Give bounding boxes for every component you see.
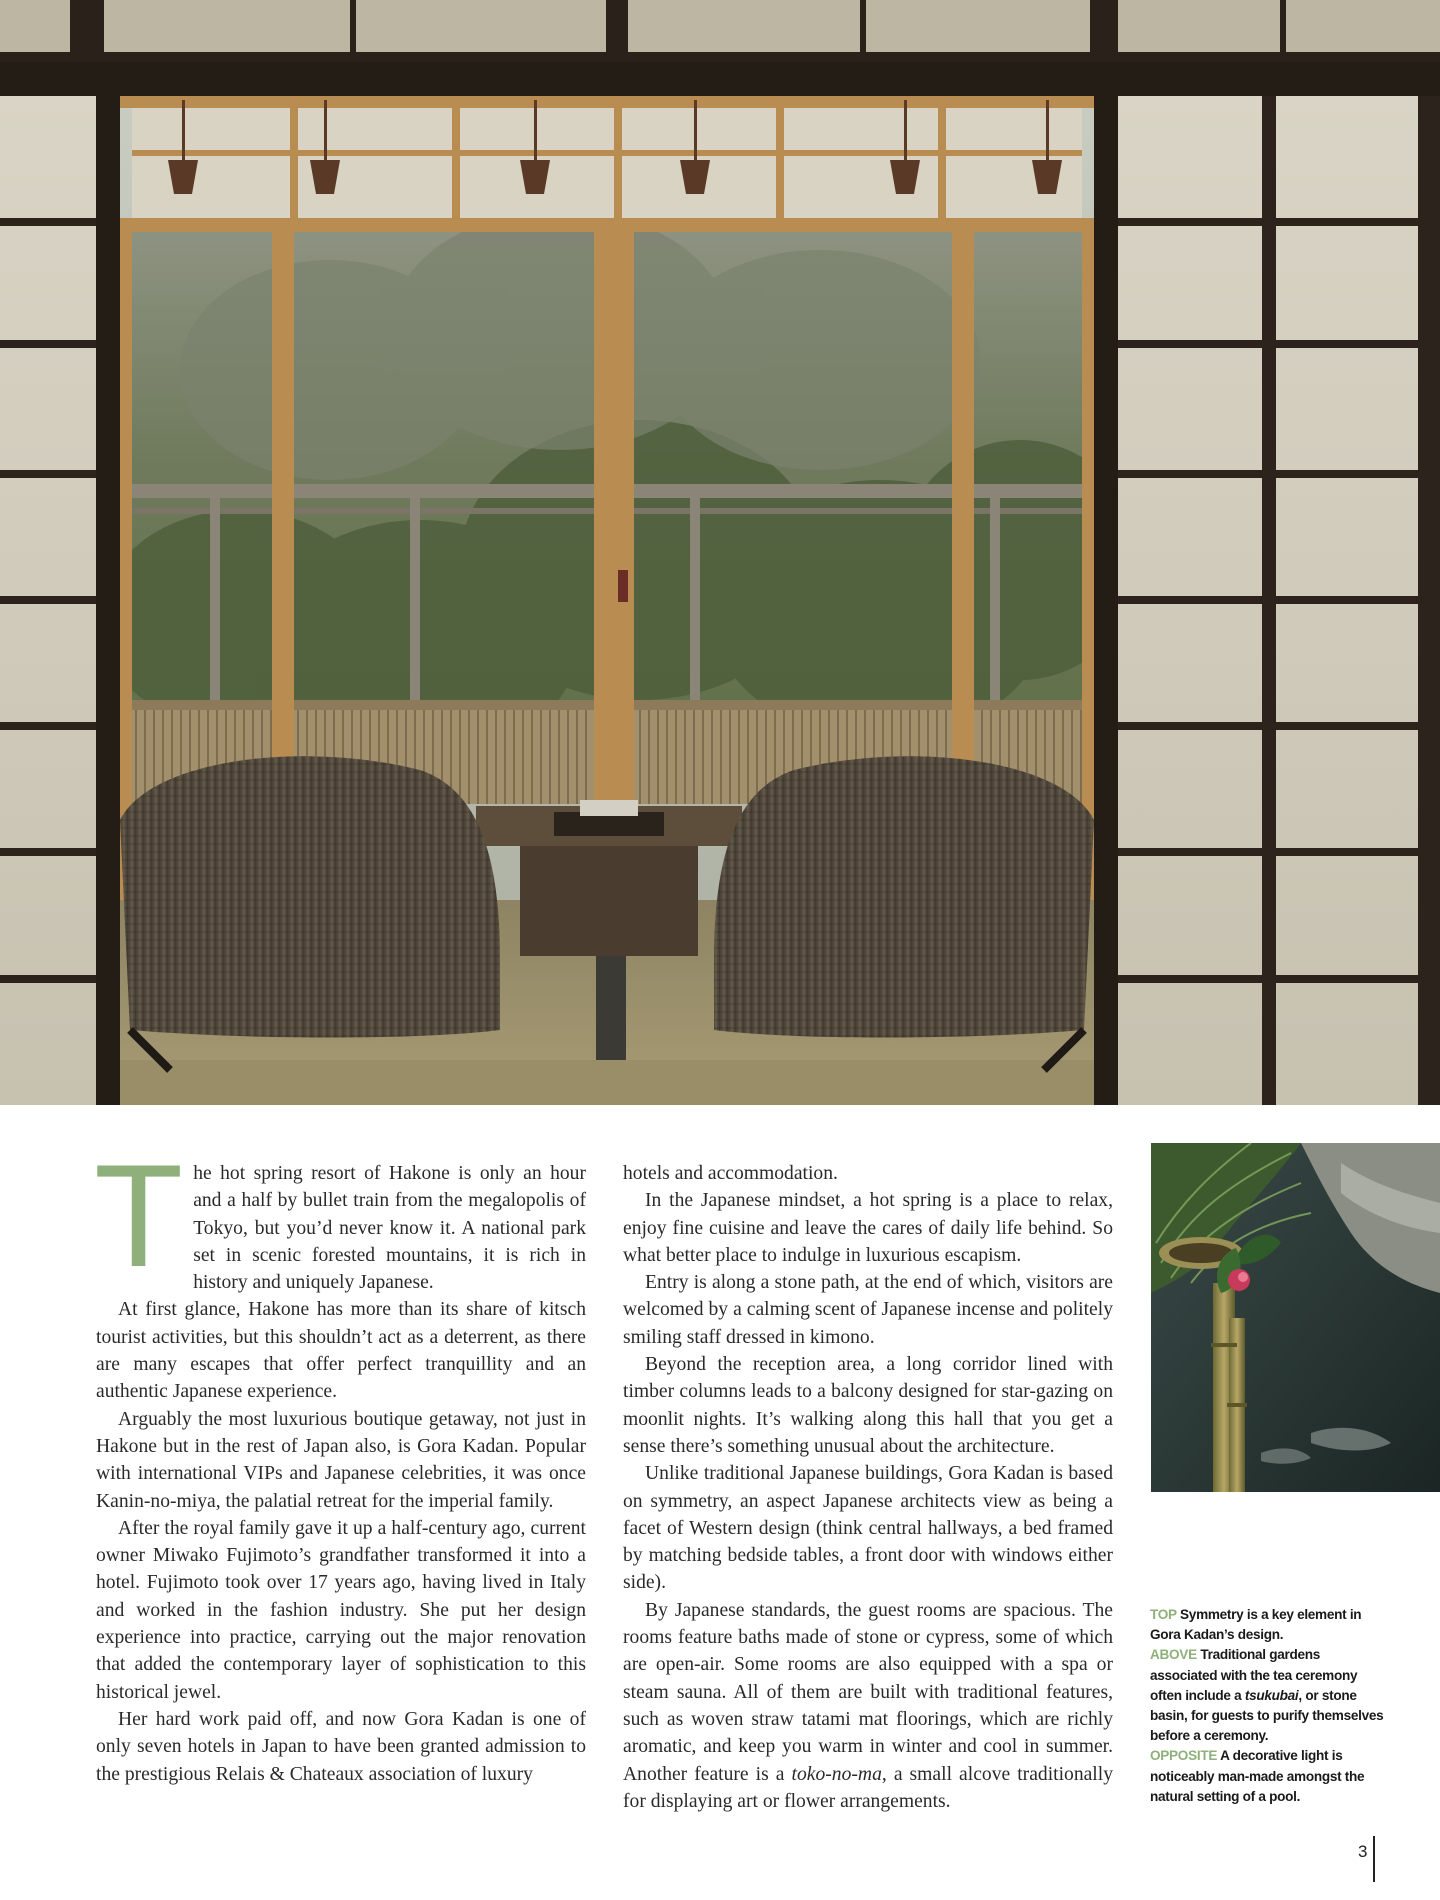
body-paragraph: Arguably the most luxurious boutique getaway, not just in Hakone but in the rest of Japan also, is Gora Kadan. Popular with international VIPs and Japanese celebrities, it was once Kanin-no-miya, the palatial retreat for the imperial family.: [96, 1408, 586, 1512]
page-number: 3: [1358, 1842, 1368, 1861]
drop-cap: T: [94, 1134, 184, 1297]
caption-text: Symmetry is a key element in Gora Kadan’s design.: [1150, 1607, 1362, 1643]
article-column-2: [623, 1160, 1113, 1815]
caption-top: [1150, 1605, 1390, 1645]
caption-opposite: [1150, 1746, 1390, 1807]
caption-text: A decorative light is noticeably man-made amongst the natural setting of a pool.: [1150, 1748, 1365, 1804]
page-number-rule: [1373, 1836, 1375, 1882]
japanese-term: toko-no-ma: [791, 1763, 882, 1785]
intro-text: he hot spring resort of Hakone is only an hour and a half by bullet train from the megalopolis of Tokyo, but you’d never know it. A national park set in scenic forested mountains, it is rich in history and uniquely Japanese.: [193, 1163, 586, 1294]
article-column-1: [94, 1134, 586, 1788]
caption-key: ABOVE: [1150, 1647, 1197, 1663]
caption-text: Traditional gardens associated with the tea ceremony often include a: [1150, 1647, 1358, 1703]
body-text: By Japanese standards, the guest rooms are spacious. The rooms feature baths made of stone or cypress, some of which are open-air. Some rooms are also equipped with a spa or steam sauna. All of them are built with traditional features, such as woven straw tatami mat floorings, which are richly aromatic, and keep you warm in winter and cool in summer. Another feature is a: [623, 1599, 1113, 1785]
body-paragraph: Unlike traditional Japanese buildings, Gora Kadan is based on symmetry, an aspect Japanese architects view as being a facet of Western design (think central hallways, a bed framed by matching bedside tables, a front door with windows either side).: [623, 1463, 1113, 1594]
caption-key: TOP: [1150, 1607, 1177, 1622]
body-paragraph: At first glance, Hakone has more than its share of kitsch tourist activities, but this shouldn’t act as a deterrent, as there are many escapes that offer perfect tranquillity and an authentic Japanese experience.: [96, 1299, 586, 1403]
body-paragraph: Entry is along a stone path, at the end of which, visitors are welcomed by a calming scent of Japanese incense and politely smiling staff dressed in kimono.: [623, 1272, 1113, 1348]
body-paragraph: In the Japanese mindset, a hot spring is a place to relax, enjoy fine cuisine and leave the cares of daily life behind. So what better place to indulge in luxurious escapism.: [623, 1190, 1113, 1266]
body-paragraph: [623, 1597, 1113, 1815]
intro-paragraph: [94, 1134, 586, 1297]
photo-captions: [1150, 1605, 1390, 1807]
tsukubai-photo: [1151, 1143, 1440, 1492]
caption-term: tsukubai: [1244, 1687, 1299, 1703]
caption-above: [1150, 1645, 1390, 1746]
body-paragraph: Her hard work paid off, and now Gora Kadan is one of only seven hotels in Japan to have been granted admission to the prestigious Relais & Chateaux association of luxury: [96, 1708, 586, 1785]
caption-key: OPPOSITE: [1150, 1748, 1218, 1764]
tsukubai-photo-illustration: [1151, 1143, 1440, 1492]
body-paragraph: After the royal family gave it up a half-century ago, current owner Miwako Fujimoto’s grandfather transformed it into a hotel. Fujimoto took over 17 years ago, having lived in Italy and worked in the fashion industry. She put her design experience into practice, carrying out the major renovation that added the contemporary layer of sophistication to this historical jewel.: [96, 1517, 586, 1703]
caption-text: , or stone basin, for guests to purify themselves before a ceremony.: [1150, 1687, 1384, 1744]
body-text: , a small alcove traditionally for displaying art or flower arrangements.: [623, 1763, 1113, 1812]
body-paragraph: hotels and accommodation.: [623, 1163, 838, 1184]
body-paragraph: Beyond the reception area, a long corridor lined with timber columns leads to a balcony designed for star-gazing on moonlit nights. It’s walking along this hall that you get a sense there’s something unusual about the architecture.: [623, 1354, 1113, 1457]
